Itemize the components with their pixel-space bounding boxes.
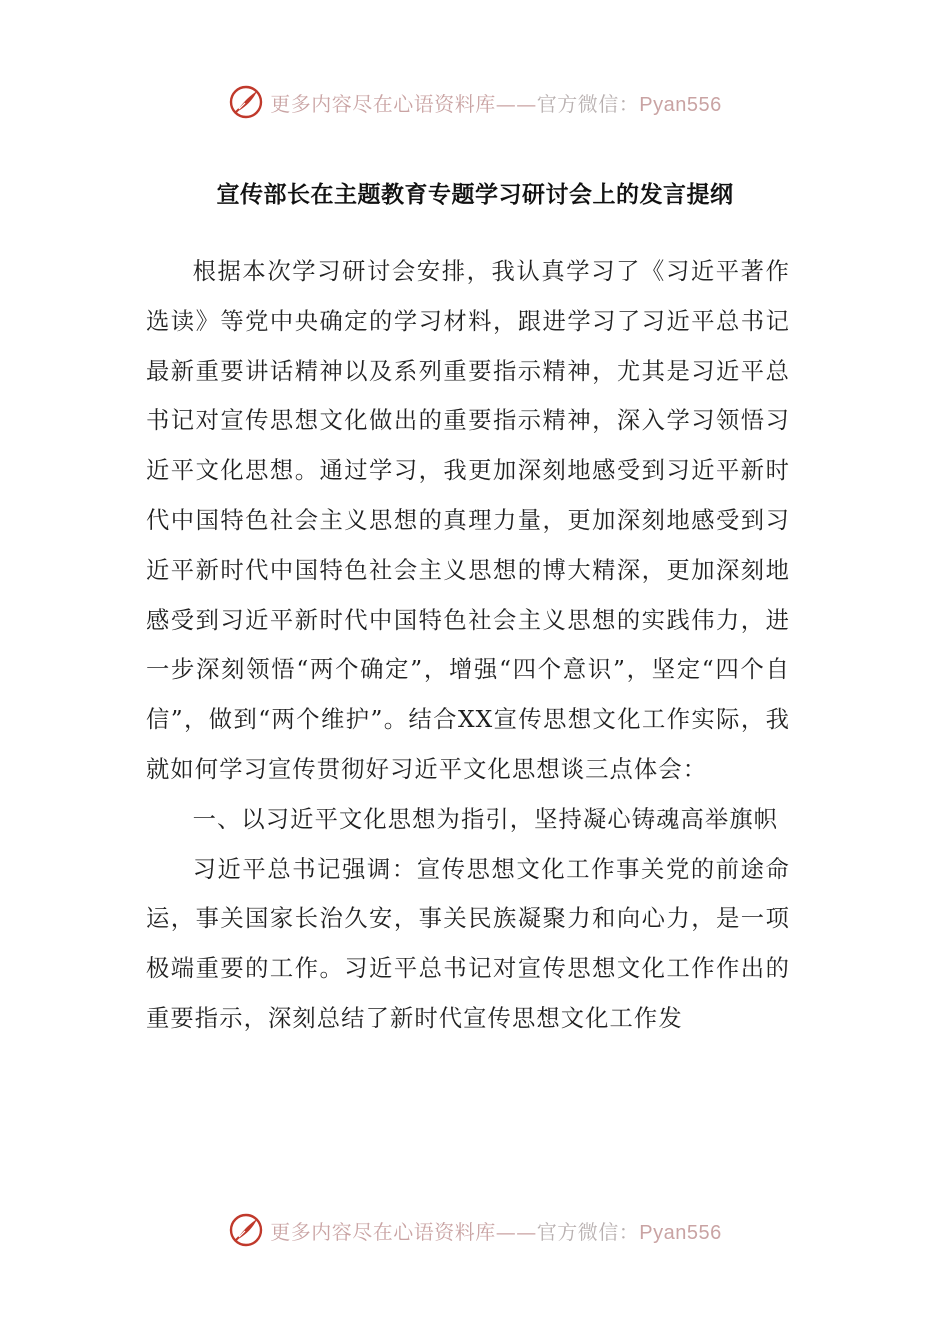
header-watermark-sub: 官方微信： xyxy=(536,91,640,116)
paragraph-section-1: 习近平总书记强调：宣传思想文化工作事关党的前途命运，事关国家长治久安，事关民族凝聚力和向心力，是一项极端重要的工作。习近平总书记对宣传思想文化工作作出的重要指示，深刻总结了新时代宣传思想文化工作发 xyxy=(146,855,790,1032)
footer-watermark-main: 更多内容尽在心语资料库 xyxy=(270,1219,496,1244)
document-body xyxy=(146,247,790,1044)
footer-watermark-wechat-id: Pyan556 xyxy=(639,1221,722,1244)
document-title: 宣传部长在主题教育专题学习研讨会上的发言提纲 xyxy=(216,181,734,208)
paragraph-intro: 根据本次学习研讨会安排，我认真学习了《习近平著作选读》等党中央确定的学习材料，跟进学习了习近平总书记最新重要讲话精神以及系列重要指示精神，尤其是习近平总书记对宣传思想文化做出的重要指示精神，深入学习领悟习近平文化思想。通过学习，我更加深刻地感受到习近平新时代中国特色社会主义思想的真理力量，更加深刻地感受到习近平新时代中国特色社会主义思想的博大精深，更加深刻地感受到习近平新时代中国特色社会主义思想的实践伟力，进一步深刻领悟“两个确定”，增强“四个意识”，坚定“四个自信”，做到“两个维护”。结合XX宣传思想文化工作实际，我就如何学习宣传贯彻好习近平文化思想谈三点体会： xyxy=(146,258,790,783)
quill-logo-icon xyxy=(228,84,264,120)
footer-watermark-banner xyxy=(0,1208,950,1252)
header-watermark-separator: —— xyxy=(495,91,537,116)
quill-logo-icon xyxy=(228,1212,264,1248)
header-watermark-main: 更多内容尽在心语资料库 xyxy=(270,91,496,116)
footer-watermark-separator: —— xyxy=(495,1219,537,1244)
header-watermark-banner xyxy=(0,80,950,124)
footer-watermark-sub: 官方微信： xyxy=(536,1219,640,1244)
header-watermark-wechat-id: Pyan556 xyxy=(639,93,722,116)
section-heading-1: 一、以习近平文化思想为指引，坚持凝心铸魂高举旗帜 xyxy=(192,805,779,833)
header-watermark-text xyxy=(270,88,721,117)
footer-watermark-text xyxy=(270,1216,721,1245)
